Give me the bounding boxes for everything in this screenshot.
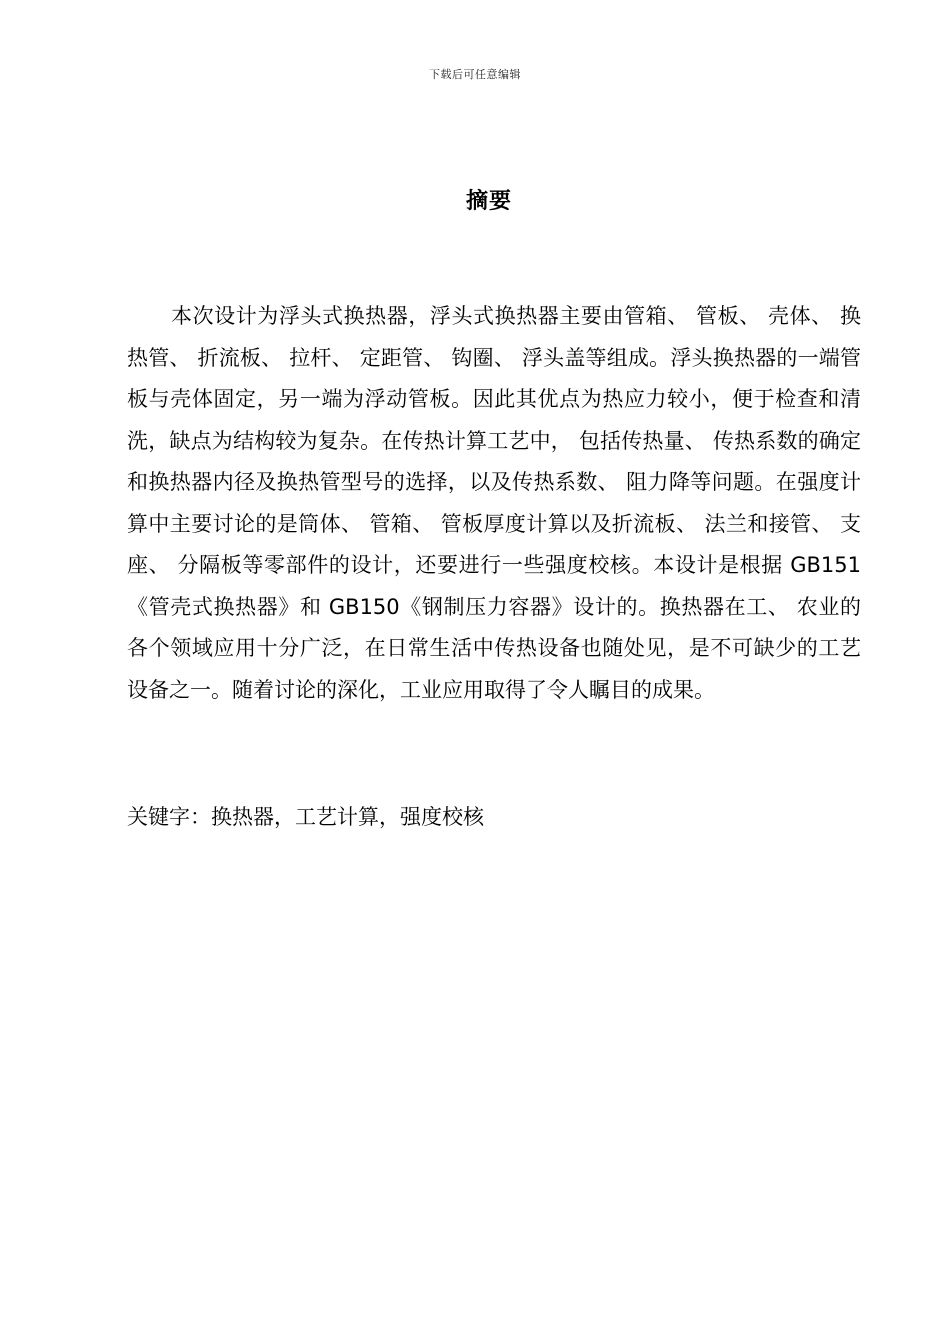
keywords-line: 关键字：换热器，工艺计算，强度校核 xyxy=(127,805,484,829)
page-header-note: 下载后可任意编辑 xyxy=(429,68,521,81)
page-title: 摘要 xyxy=(465,189,512,214)
abstract-paragraph: 本次设计为浮头式换热器，浮头式换热器主要由管箱、 管板、 壳体、 换热管、 折流板、 拉杆、 定距管、 钩圈、 浮头盖等组成。浮头换热器的一端管板与壳体固定，另一端为浮动管板。因此其优点为热应力较小，便于检查和清洗，缺点为结构较为复杂。在传热计算工艺中， 包括传热量、 传热系数的确定和换热器内径及换热管型号的选择，以及传热系数、 阻力降等问题。在强度计算中主要讨论的是筒体、 管箱、 管板厚度计算以及折流板、 法兰和接管、 支座、 分隔板等零部件的设计，还要进行一些强度校核。本设计是根据 GB151《管壳式换热器》和 GB150《钢制压力容器》设计的。换热器在工、 农业的各个领域应用十分广泛，在日常生活中传热设备也随处见，是不可缺少的工艺设备之一。随着讨论的深化，工业应用取得了令人瞩目的成果。 xyxy=(127,304,861,702)
